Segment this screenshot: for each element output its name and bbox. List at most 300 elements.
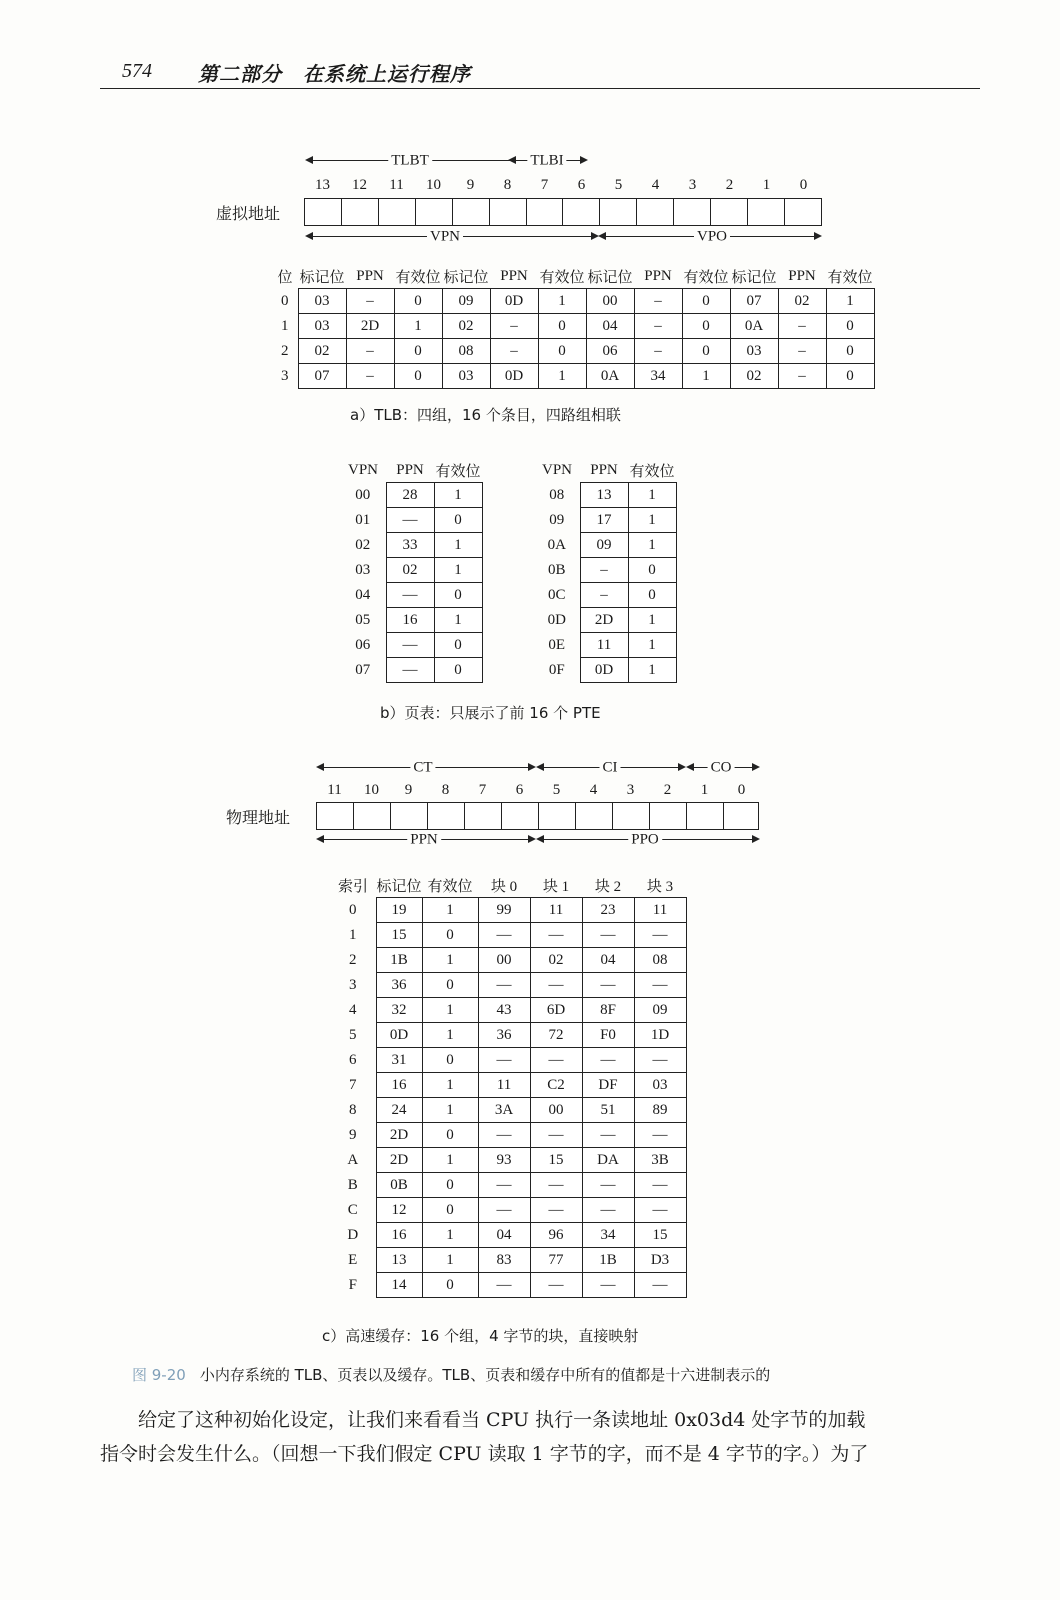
table-cell: 31 xyxy=(376,1048,422,1073)
column-header: 标记位 xyxy=(299,269,345,286)
table-cell: 1 xyxy=(628,508,676,533)
table-cell: 0E xyxy=(548,636,566,653)
vpn-label: VPN xyxy=(427,229,463,246)
table-cell: 2D xyxy=(376,1123,422,1148)
table-cell: 00 xyxy=(586,289,634,314)
table-row xyxy=(534,483,676,508)
table-cell: 0D xyxy=(490,364,538,389)
table-cell: 1 xyxy=(628,633,676,658)
table-cell: — xyxy=(386,508,434,533)
table-cell: 09 xyxy=(442,289,490,314)
table-cell: 16 xyxy=(376,1073,422,1098)
table-cell: 1 xyxy=(538,364,586,389)
table-cell: 24 xyxy=(376,1098,422,1123)
bit-number: 1 xyxy=(700,782,709,798)
table-row xyxy=(330,1173,686,1198)
bit-number: 12 xyxy=(352,177,367,193)
table-cell: — xyxy=(386,658,434,683)
table-cell: — xyxy=(530,973,582,998)
table-row xyxy=(340,508,482,533)
table-row xyxy=(330,1273,686,1298)
table-cell: 0 xyxy=(538,314,586,339)
page-number: 574 xyxy=(122,60,152,82)
table-row xyxy=(340,558,482,583)
table-row xyxy=(534,608,676,633)
table-cell: F xyxy=(348,1276,357,1293)
table-row xyxy=(330,898,686,923)
column-header: 块 1 xyxy=(542,878,570,895)
table-cell: — xyxy=(634,1198,686,1223)
table-cell: 0 xyxy=(394,339,442,364)
table-cell: C xyxy=(347,1201,358,1218)
table-cell: — xyxy=(530,1198,582,1223)
table-cell: 09 xyxy=(549,511,565,528)
table-cell: 0 xyxy=(394,364,442,389)
table-cell: 1 xyxy=(422,1248,478,1273)
table-cell: 1 xyxy=(422,1223,478,1248)
table-header-row xyxy=(272,264,874,289)
table-cell: 1 xyxy=(434,483,482,508)
table-cell: 8F xyxy=(582,998,634,1023)
column-header: 有效位 xyxy=(435,463,481,480)
table-cell: 04 xyxy=(586,314,634,339)
table-cell: — xyxy=(478,1198,530,1223)
table-cell: – xyxy=(346,339,394,364)
tlb-caption: a）TLB：四组，16 个条目，四路组相联 xyxy=(350,406,621,424)
table-cell: 3 xyxy=(281,367,289,384)
bit-number: 1 xyxy=(762,177,771,193)
table-cell: – xyxy=(580,583,628,608)
column-header: 块 3 xyxy=(646,878,674,895)
table-cell: 0 xyxy=(422,1173,478,1198)
table-cell: 0 xyxy=(682,339,730,364)
table-row xyxy=(272,339,874,364)
table-cell: 11 xyxy=(478,1073,530,1098)
table-cell: 04 xyxy=(355,586,371,603)
table-cell: 5 xyxy=(349,1026,357,1043)
table-cell: 2 xyxy=(281,342,289,359)
table-cell: B xyxy=(347,1176,358,1193)
bit-number: 8 xyxy=(441,782,450,798)
column-header: PPN xyxy=(788,267,816,284)
column-header: PPN xyxy=(500,267,528,284)
table-cell: 1 xyxy=(394,314,442,339)
table-cell: 96 xyxy=(530,1223,582,1248)
physical-address-label: 物理地址 xyxy=(226,808,291,827)
table-cell: 99 xyxy=(478,898,530,923)
bit-number: 0 xyxy=(799,177,808,193)
table-row xyxy=(340,608,482,633)
table-cell: 0 xyxy=(682,289,730,314)
table-cell: 02 xyxy=(530,948,582,973)
physical-address-bit-cells xyxy=(316,802,759,830)
running-head: 第二部分 在系统上运行程序 xyxy=(198,62,471,86)
table-cell: 0C xyxy=(547,586,566,603)
table-cell: 0 xyxy=(826,314,874,339)
table-cell: 1 xyxy=(628,608,676,633)
table-cell: — xyxy=(634,1273,686,1298)
table-cell: 00 xyxy=(478,948,530,973)
bit-number: 10 xyxy=(426,177,441,193)
page-table-left xyxy=(340,458,483,683)
ct-label: CT xyxy=(410,760,435,777)
table-cell: 02 xyxy=(778,289,826,314)
table-cell: 1 xyxy=(422,898,478,923)
table-cell: – xyxy=(634,289,682,314)
table-cell: 02 xyxy=(386,558,434,583)
bit-number: 8 xyxy=(503,177,512,193)
table-cell: 0 xyxy=(422,923,478,948)
column-header: 有效位 xyxy=(629,463,675,480)
table-cell: — xyxy=(530,1273,582,1298)
table-cell: 1 xyxy=(628,483,676,508)
table-cell: 04 xyxy=(582,948,634,973)
table-cell: — xyxy=(386,583,434,608)
table-cell: 1 xyxy=(826,289,874,314)
table-cell: — xyxy=(530,923,582,948)
table-cell: – xyxy=(634,339,682,364)
table-cell: — xyxy=(478,1173,530,1198)
table-cell: 0B xyxy=(376,1173,422,1198)
table-cell: 06 xyxy=(586,339,634,364)
table-cell: 9 xyxy=(349,1126,357,1143)
table-cell: 0D xyxy=(376,1023,422,1048)
table-row xyxy=(272,289,874,314)
table-cell: 03 xyxy=(634,1073,686,1098)
column-header: 标记位 xyxy=(587,269,633,286)
column-header: 块 0 xyxy=(490,878,518,895)
table-cell: 8 xyxy=(349,1101,357,1118)
table-cell: 1 xyxy=(434,558,482,583)
table-cell: 1 xyxy=(422,948,478,973)
table-cell: — xyxy=(582,973,634,998)
figure-caption-text: 小内存系统的 TLB、页表以及缓存。TLB、页表和缓存中所有的值都是十六进制表示的 xyxy=(199,1366,771,1384)
table-cell: 0D xyxy=(490,289,538,314)
table-cell: 07 xyxy=(355,661,371,678)
table-cell: 1 xyxy=(628,533,676,558)
table-cell: 2D xyxy=(346,314,394,339)
table-cell: 1 xyxy=(422,1098,478,1123)
virtual-bit-numbers xyxy=(304,177,822,194)
table-cell: 0F xyxy=(548,661,565,678)
bit-number: 11 xyxy=(389,177,404,193)
column-header: 有效位 xyxy=(427,878,473,895)
table-cell: 15 xyxy=(376,923,422,948)
table-cell: C2 xyxy=(530,1073,582,1098)
table-cell: 1 xyxy=(422,1148,478,1173)
table-cell: 0 xyxy=(281,292,289,309)
table-cell: 2D xyxy=(580,608,628,633)
table-cell: 1 xyxy=(628,658,676,683)
table-cell: — xyxy=(634,1123,686,1148)
table-cell: 0 xyxy=(422,1123,478,1148)
table-cell: – xyxy=(634,314,682,339)
table-cell: 09 xyxy=(634,998,686,1023)
table-row xyxy=(340,533,482,558)
table-cell: — xyxy=(634,973,686,998)
table-cell: 11 xyxy=(634,898,686,923)
table-cell: 3B xyxy=(634,1148,686,1173)
table-cell: 1 xyxy=(349,926,357,943)
table-cell: 03 xyxy=(298,314,346,339)
bit-number: 9 xyxy=(404,782,413,798)
bit-number: 7 xyxy=(478,782,487,798)
table-cell: 0 xyxy=(422,1198,478,1223)
table-cell: — xyxy=(582,1198,634,1223)
table-cell: 1B xyxy=(376,948,422,973)
table-cell: 13 xyxy=(580,483,628,508)
bit-number: 2 xyxy=(663,782,672,798)
table-cell: 03 xyxy=(355,561,371,578)
column-header: 有效位 xyxy=(539,269,585,286)
ppn-label: PPN xyxy=(407,832,441,849)
column-header: 有效位 xyxy=(683,269,729,286)
table-cell: A xyxy=(347,1151,359,1168)
table-cell: 04 xyxy=(478,1223,530,1248)
column-header: 标记位 xyxy=(443,269,489,286)
table-cell: 32 xyxy=(376,998,422,1023)
table-cell: — xyxy=(530,1123,582,1148)
table-row xyxy=(534,583,676,608)
table-cell: 0 xyxy=(349,901,357,918)
table-cell: — xyxy=(634,923,686,948)
table-cell: 13 xyxy=(376,1248,422,1273)
table-cell: — xyxy=(582,1048,634,1073)
bit-number: 4 xyxy=(589,782,598,798)
table-cell: — xyxy=(478,973,530,998)
table-cell: D3 xyxy=(634,1248,686,1273)
table-cell: 02 xyxy=(298,339,346,364)
table-cell: – xyxy=(778,314,826,339)
table-cell: 09 xyxy=(580,533,628,558)
table-cell: – xyxy=(346,364,394,389)
bit-number: 2 xyxy=(725,177,734,193)
table-cell: 0A xyxy=(586,364,634,389)
bit-number: 13 xyxy=(315,177,330,193)
bit-number: 10 xyxy=(364,782,379,798)
table-cell: 0 xyxy=(434,658,482,683)
table-cell: 77 xyxy=(530,1248,582,1273)
vpo-label: VPO xyxy=(694,229,730,246)
figure-number: 图 9-20 xyxy=(132,1366,186,1384)
table-cell: 28 xyxy=(386,483,434,508)
table-cell: 03 xyxy=(442,364,490,389)
table-cell: 11 xyxy=(530,898,582,923)
table-cell: – xyxy=(580,558,628,583)
table-cell: 00 xyxy=(355,486,371,503)
table-cell: 6 xyxy=(349,1051,357,1068)
table-cell: — xyxy=(634,1173,686,1198)
table-cell: — xyxy=(634,1048,686,1073)
table-cell: 1D xyxy=(634,1023,686,1048)
table-header-row xyxy=(340,458,482,483)
table-cell: 12 xyxy=(376,1198,422,1223)
table-row xyxy=(340,483,482,508)
body-paragraph-line-2: 指令时会发生什么。（回想一下我们假定 CPU 读取 1 字节的字，而不是 4 字节的字。）为了 xyxy=(100,1443,869,1465)
physical-bit-numbers xyxy=(316,782,760,799)
table-cell: F0 xyxy=(582,1023,634,1048)
table-cell: DF xyxy=(582,1073,634,1098)
table-cell: 14 xyxy=(376,1273,422,1298)
bit-number: 6 xyxy=(515,782,524,798)
ci-label: CI xyxy=(600,760,621,777)
table-cell: 6D xyxy=(530,998,582,1023)
table-cell: 0 xyxy=(434,583,482,608)
table-cell: 36 xyxy=(478,1023,530,1048)
table-cell: 2D xyxy=(376,1148,422,1173)
table-row xyxy=(272,314,874,339)
table-cell: 02 xyxy=(730,364,778,389)
bit-number: 7 xyxy=(540,177,549,193)
table-row xyxy=(330,1198,686,1223)
table-row xyxy=(272,364,874,389)
table-cell: 1 xyxy=(422,1073,478,1098)
table-row xyxy=(534,533,676,558)
table-cell: 02 xyxy=(442,314,490,339)
column-header: PPN xyxy=(396,461,424,478)
table-cell: 1B xyxy=(582,1248,634,1273)
table-cell: — xyxy=(530,1048,582,1073)
table-cell: 16 xyxy=(376,1223,422,1248)
table-row xyxy=(330,1073,686,1098)
column-header: PPN xyxy=(356,267,384,284)
table-cell: 02 xyxy=(355,536,371,553)
table-cell: — xyxy=(478,1123,530,1148)
virtual-address-label: 虚拟地址 xyxy=(216,204,281,223)
table-cell: 08 xyxy=(442,339,490,364)
table-cell: 72 xyxy=(530,1023,582,1048)
table-cell: — xyxy=(478,1048,530,1073)
table-cell: 19 xyxy=(376,898,422,923)
table-row xyxy=(330,923,686,948)
table-cell: 07 xyxy=(298,364,346,389)
table-cell: — xyxy=(582,1173,634,1198)
table-row xyxy=(330,1123,686,1148)
virtual-address-bit-cells xyxy=(304,198,822,226)
bit-number: 3 xyxy=(688,177,697,193)
table-cell: DA xyxy=(582,1148,634,1173)
table-cell: — xyxy=(478,923,530,948)
bit-number: 3 xyxy=(626,782,635,798)
table-cell: — xyxy=(582,1273,634,1298)
table-cell: 0 xyxy=(422,973,478,998)
table-cell: 0B xyxy=(547,561,566,578)
table-cell: 0 xyxy=(682,314,730,339)
table-cell: — xyxy=(582,923,634,948)
table-row xyxy=(340,633,482,658)
table-cell: 11 xyxy=(580,633,628,658)
table-cell: 07 xyxy=(730,289,778,314)
tlbt-label: TLBT xyxy=(388,153,432,170)
table-cell: – xyxy=(778,364,826,389)
table-cell: 0 xyxy=(628,558,676,583)
table-cell: 36 xyxy=(376,973,422,998)
page-table-caption: b）页表：只展示了前 16 个 PTE xyxy=(380,704,601,722)
table-cell: 93 xyxy=(478,1148,530,1173)
table-cell: 0 xyxy=(434,633,482,658)
table-cell: 0 xyxy=(826,339,874,364)
column-header: 标记位 xyxy=(376,878,422,895)
table-row xyxy=(534,633,676,658)
table-cell: 33 xyxy=(386,533,434,558)
table-cell: 1 xyxy=(682,364,730,389)
column-header: 索引 xyxy=(337,878,368,895)
table-cell: 15 xyxy=(634,1223,686,1248)
bit-number: 11 xyxy=(327,782,342,798)
table-cell: 34 xyxy=(634,364,682,389)
table-row xyxy=(330,1098,686,1123)
bit-number: 5 xyxy=(552,782,561,798)
page-table-right xyxy=(534,458,677,683)
bit-number: 5 xyxy=(614,177,623,193)
table-header-row xyxy=(330,873,686,898)
table-cell: – xyxy=(346,289,394,314)
table-cell: 0 xyxy=(628,583,676,608)
body-paragraph-line-1: 给定了这种初始化设定，让我们来看看当 CPU 执行一条读地址 0x03d4 处字节的加载 xyxy=(138,1409,866,1431)
bit-number: 9 xyxy=(466,177,475,193)
table-cell: 05 xyxy=(355,611,371,628)
bit-number: 6 xyxy=(577,177,586,193)
table-cell: 1 xyxy=(281,317,289,334)
table-cell: 1 xyxy=(422,998,478,1023)
table-cell: 03 xyxy=(730,339,778,364)
table-cell: 06 xyxy=(355,636,371,653)
table-cell: 4 xyxy=(349,1001,357,1018)
column-header: 标记位 xyxy=(731,269,777,286)
table-cell: 43 xyxy=(478,998,530,1023)
table-row xyxy=(534,658,676,683)
table-cell: – xyxy=(778,339,826,364)
table-cell: 16 xyxy=(386,608,434,633)
table-row xyxy=(534,508,676,533)
table-cell: 0D xyxy=(547,611,566,628)
cache-table xyxy=(330,873,687,1298)
table-cell: D xyxy=(347,1226,359,1243)
table-cell: 17 xyxy=(580,508,628,533)
table-row xyxy=(330,1148,686,1173)
table-row xyxy=(330,948,686,973)
table-cell: – xyxy=(490,339,538,364)
table-row xyxy=(534,558,676,583)
co-label: CO xyxy=(708,760,735,777)
table-row xyxy=(330,998,686,1023)
bit-number: 4 xyxy=(651,177,660,193)
table-cell: 0 xyxy=(538,339,586,364)
table-cell: 1 xyxy=(538,289,586,314)
header-rule xyxy=(100,88,980,89)
table-cell: 08 xyxy=(549,486,565,503)
table-cell: 23 xyxy=(582,898,634,923)
table-cell: 0A xyxy=(730,314,778,339)
table-row xyxy=(340,583,482,608)
table-cell: 51 xyxy=(582,1098,634,1123)
tlbi-label: TLBI xyxy=(527,153,566,170)
table-cell: E xyxy=(348,1251,358,1268)
table-row xyxy=(330,1248,686,1273)
table-cell: 83 xyxy=(478,1248,530,1273)
table-cell: 3A xyxy=(478,1098,530,1123)
column-header: VPN xyxy=(541,461,572,478)
cache-caption: c）高速缓存：16 个组，4 字节的块，直接映射 xyxy=(322,1327,639,1345)
table-row xyxy=(330,973,686,998)
table-cell: 03 xyxy=(298,289,346,314)
column-header: PPN xyxy=(590,461,618,478)
table-cell: 15 xyxy=(530,1148,582,1173)
tlb-table xyxy=(272,264,875,389)
table-row xyxy=(340,658,482,683)
table-cell: 0D xyxy=(580,658,628,683)
table-cell: 0 xyxy=(434,508,482,533)
